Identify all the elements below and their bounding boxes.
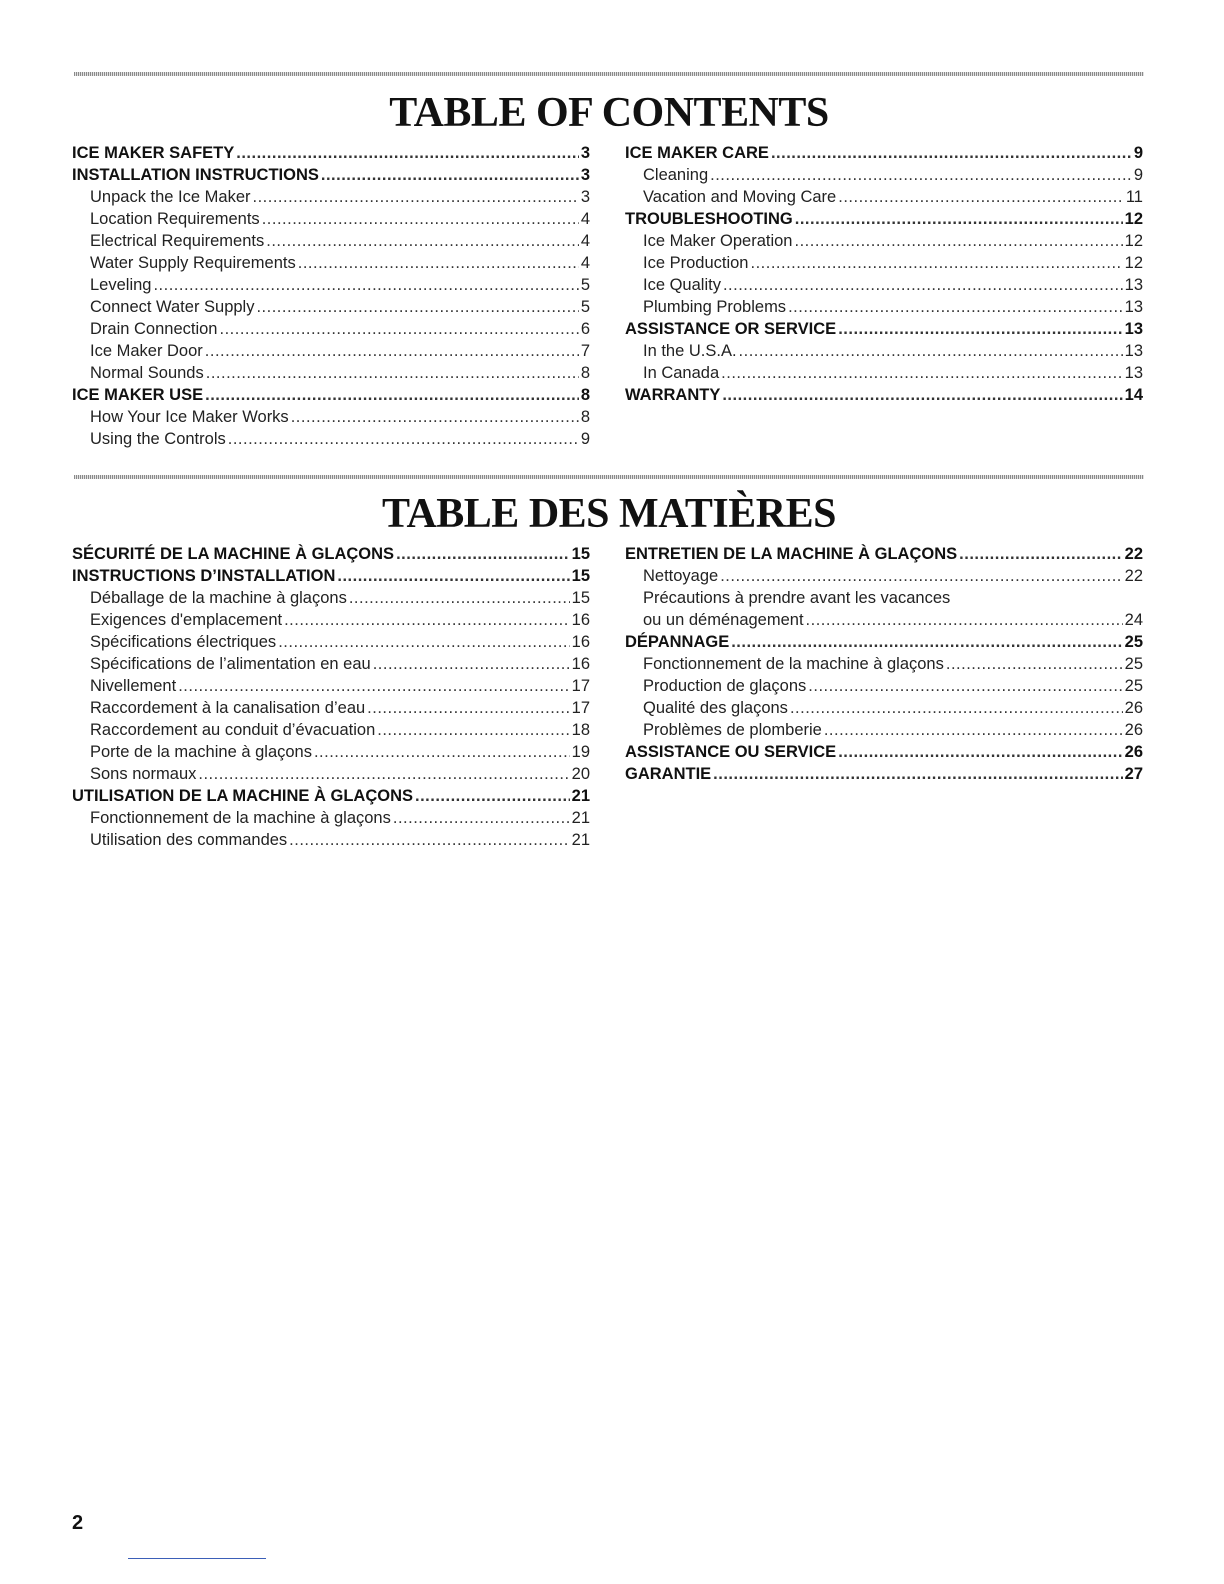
toc-entry-label: Ice Maker Operation — [643, 232, 793, 250]
toc-subsection-entry — [72, 587, 590, 609]
toc-entry-label: Ice Quality — [643, 276, 721, 294]
toc-dot-leader — [771, 142, 1132, 164]
toc-entry-label: SÉCURITÉ DE LA MACHINE À GLAÇONS — [72, 545, 395, 563]
toc-dot-leader — [205, 340, 579, 362]
toc-dot-leader — [838, 741, 1122, 763]
toc-dot-leader — [739, 340, 1123, 362]
english-title: TABLE OF CONTENTS — [389, 90, 829, 136]
toc-subsection-entry — [625, 719, 1143, 741]
toc-entry-label: Raccordement au conduit d’évacuation — [90, 721, 376, 739]
toc-entry-page: 14 — [1124, 386, 1143, 404]
toc-entry-label: Unpack the Ice Maker — [90, 188, 251, 206]
toc-dot-leader — [256, 296, 578, 318]
toc-entry-page: 15 — [571, 567, 590, 585]
french-toc-left — [72, 543, 590, 851]
toc-entry-page: 16 — [571, 655, 590, 673]
toc-dot-leader — [795, 208, 1123, 230]
toc-entry-page: 13 — [1124, 320, 1143, 338]
toc-entry-page: 25 — [1124, 677, 1143, 695]
toc-dot-leader — [236, 142, 579, 164]
toc-subsection-entry — [72, 274, 590, 296]
toc-section-entry — [625, 142, 1143, 164]
toc-entry-page: 21 — [571, 831, 590, 849]
toc-subsection-entry — [72, 631, 590, 653]
toc-entry-label: Vacation and Moving Care — [643, 188, 837, 206]
toc-dot-leader — [314, 741, 570, 763]
toc-dot-leader — [321, 164, 579, 186]
toc-entry-page: 19 — [571, 743, 590, 761]
toc-section-entry — [625, 763, 1143, 785]
toc-entry-label: Spécifications de l’alimentation en eau — [90, 655, 371, 673]
toc-section-entry — [72, 565, 590, 587]
toc-subsection-entry — [625, 653, 1143, 675]
toc-subsection-entry — [625, 274, 1143, 296]
toc-entry-label: ASSISTANCE OU SERVICE — [625, 743, 837, 761]
toc-entry-page: 9 — [1133, 166, 1143, 184]
toc-entry-label: Précautions à prendre avant les vacances — [643, 589, 951, 607]
toc-subsection-entry — [72, 741, 590, 763]
toc-entry-label: In the U.S.A. — [643, 342, 737, 360]
toc-entry-page: 22 — [1124, 545, 1143, 563]
toc-dot-leader — [721, 362, 1122, 384]
toc-entry-label: Sons normaux — [90, 765, 197, 783]
toc-entry-label: Exigences d'emplacement — [90, 611, 283, 629]
toc-dot-leader — [794, 230, 1122, 252]
toc-dot-leader — [710, 164, 1132, 186]
toc-subsection-entry — [72, 609, 590, 631]
toc-entry-page: 25 — [1124, 655, 1143, 673]
toc-entry-page: 9 — [1133, 144, 1143, 162]
toc-subsection-entry — [72, 208, 590, 230]
toc-dot-leader — [720, 565, 1122, 587]
toc-dot-leader — [808, 675, 1122, 697]
toc-entry-page: 12 — [1124, 210, 1143, 228]
toc-subsection-entry — [625, 252, 1143, 274]
toc-entry-label: DÉPANNAGE — [625, 633, 730, 651]
english-toc-right — [625, 142, 1143, 406]
toc-dot-leader — [377, 719, 569, 741]
toc-dot-leader — [838, 186, 1124, 208]
toc-entry-page: 18 — [571, 721, 590, 739]
toc-subsection-entry — [72, 252, 590, 274]
toc-dot-leader — [337, 565, 569, 587]
toc-subsection-entry — [72, 186, 590, 208]
toc-dot-leader — [838, 318, 1122, 340]
toc-entry-page: 11 — [1125, 188, 1143, 206]
toc-entry-page: 26 — [1124, 721, 1143, 739]
toc-entry-label: Qualité des glaçons — [643, 699, 788, 717]
french-title: TABLE DES MATIÈRES — [382, 491, 836, 537]
toc-entry-page: 16 — [571, 633, 590, 651]
toc-section-entry — [625, 543, 1143, 565]
toc-entry-label: ou un déménagement — [643, 611, 804, 629]
toc-dot-leader — [266, 230, 579, 252]
toc-entry-page: 5 — [580, 298, 590, 316]
toc-section-entry — [625, 631, 1143, 653]
toc-subsection-entry — [72, 406, 590, 428]
toc-entry-label: WARRANTY — [625, 386, 721, 404]
toc-subsection-entry — [72, 697, 590, 719]
toc-entry-page: 12 — [1124, 232, 1143, 250]
toc-section-entry — [625, 208, 1143, 230]
toc-entry-page: 26 — [1124, 699, 1143, 717]
toc-subsection-entry — [625, 675, 1143, 697]
toc-dot-leader — [750, 252, 1122, 274]
toc-entry-label: ICE MAKER USE — [72, 386, 204, 404]
toc-dot-leader — [206, 362, 579, 384]
toc-subsection-entry — [625, 362, 1143, 384]
toc-section-entry — [72, 142, 590, 164]
toc-subsection-entry — [72, 428, 590, 450]
toc-entry-page: 4 — [580, 210, 590, 228]
toc-entry-label: Leveling — [90, 276, 152, 294]
toc-entry-page: 4 — [580, 232, 590, 250]
toc-entry-page: 21 — [571, 787, 590, 805]
toc-subsection-entry — [625, 565, 1143, 587]
toc-entry-label: ICE MAKER CARE — [625, 144, 769, 162]
english-toc-left — [72, 142, 590, 450]
toc-subsection-entry — [72, 340, 590, 362]
toc-entry-label: Ice Maker Door — [90, 342, 203, 360]
toc-subsection-entry — [625, 587, 1143, 609]
toc-entry-page: 27 — [1124, 765, 1143, 783]
toc-dot-leader — [367, 697, 569, 719]
toc-entry-page: 21 — [571, 809, 590, 827]
toc-entry-page: 15 — [571, 545, 590, 563]
toc-section-entry — [72, 543, 590, 565]
toc-section-entry — [72, 164, 590, 186]
toc-dot-leader — [262, 208, 579, 230]
toc-entry-label: Porte de la machine à glaçons — [90, 743, 312, 761]
toc-dot-leader — [731, 631, 1122, 653]
toc-dot-leader — [722, 384, 1122, 406]
toc-entry-label: In Canada — [643, 364, 720, 382]
toc-entry-label: ASSISTANCE OR SERVICE — [625, 320, 837, 338]
toc-entry-page: 13 — [1124, 342, 1143, 360]
toc-entry-label: Déballage de la machine à glaçons — [90, 589, 347, 607]
toc-dot-leader — [198, 763, 569, 785]
toc-section-entry — [625, 741, 1143, 763]
toc-entry-label: Normal Sounds — [90, 364, 204, 382]
toc-subsection-entry — [625, 697, 1143, 719]
toc-subsection-entry — [625, 609, 1143, 631]
toc-subsection-entry — [72, 653, 590, 675]
toc-entry-label: Nettoyage — [643, 567, 719, 585]
toc-subsection-entry — [72, 675, 590, 697]
toc-entry-label: Plumbing Problems — [643, 298, 787, 316]
toc-entry-label: Location Requirements — [90, 210, 260, 228]
page-number: 2 — [72, 1512, 84, 1534]
toc-subsection-entry — [625, 230, 1143, 252]
toc-entry-label: Utilisation des commandes — [90, 831, 288, 849]
toc-entry-label: UTILISATION DE LA MACHINE À GLAÇONS — [72, 787, 413, 805]
toc-subsection-entry — [72, 362, 590, 384]
toc-entry-page: 17 — [571, 677, 590, 695]
toc-entry-page: 26 — [1124, 743, 1143, 761]
toc-entry-label: Drain Connection — [90, 320, 218, 338]
toc-dot-leader — [178, 675, 569, 697]
toc-entry-label: INSTRUCTIONS D’INSTALLATION — [72, 567, 336, 585]
toc-entry-label: GARANTIE — [625, 765, 712, 783]
toc-entry-page: 5 — [580, 276, 590, 294]
toc-entry-page: 7 — [580, 342, 590, 360]
toc-section-entry — [72, 384, 590, 406]
toc-entry-label: Production de glaçons — [643, 677, 807, 695]
toc-entry-page: 6 — [580, 320, 590, 338]
toc-entry-page: 17 — [571, 699, 590, 717]
toc-dot-leader — [946, 653, 1123, 675]
toc-entry-page: 20 — [571, 765, 590, 783]
toc-subsection-entry — [625, 164, 1143, 186]
toc-dot-leader — [824, 719, 1123, 741]
toc-entry-label: Connect Water Supply — [90, 298, 255, 316]
toc-entry-page: 15 — [571, 589, 590, 607]
toc-dot-leader — [723, 274, 1123, 296]
toc-subsection-entry — [72, 829, 590, 851]
toc-dot-leader — [228, 428, 579, 450]
toc-subsection-entry — [625, 296, 1143, 318]
toc-entry-page: 13 — [1124, 276, 1143, 294]
toc-dot-leader — [205, 384, 579, 406]
toc-subsection-entry — [72, 296, 590, 318]
toc-entry-page: 8 — [580, 408, 590, 426]
toc-entry-label: Fonctionnement de la machine à glaçons — [643, 655, 944, 673]
toc-entry-label: Problèmes de plomberie — [643, 721, 822, 739]
toc-subsection-entry — [72, 719, 590, 741]
toc-dot-leader — [959, 543, 1122, 565]
toc-dot-leader — [298, 252, 579, 274]
toc-subsection-entry — [625, 186, 1143, 208]
top-divider — [74, 72, 1144, 76]
toc-entry-page: 3 — [580, 144, 590, 162]
footer-rule — [128, 1558, 266, 1559]
toc-dot-leader — [153, 274, 578, 296]
toc-subsection-entry — [72, 807, 590, 829]
toc-subsection-entry — [625, 340, 1143, 362]
toc-section-entry — [625, 384, 1143, 406]
french-toc-right — [625, 543, 1143, 785]
toc-entry-label: How Your Ice Maker Works — [90, 408, 289, 426]
toc-entry-label: Raccordement à la canalisation d’eau — [90, 699, 366, 717]
toc-dot-leader — [415, 785, 570, 807]
toc-entry-page: 3 — [580, 188, 590, 206]
toc-section-entry — [625, 318, 1143, 340]
toc-entry-page: 4 — [580, 254, 590, 272]
toc-section-entry — [72, 785, 590, 807]
toc-entry-page: 16 — [571, 611, 590, 629]
toc-entry-label: Fonctionnement de la machine à glaçons — [90, 809, 391, 827]
toc-entry-label: Water Supply Requirements — [90, 254, 296, 272]
toc-entry-page: 8 — [580, 386, 590, 404]
toc-subsection-entry — [72, 230, 590, 252]
toc-dot-leader — [278, 631, 569, 653]
toc-dot-leader — [713, 763, 1122, 785]
toc-entry-page: 22 — [1124, 567, 1143, 585]
toc-dot-leader — [806, 609, 1123, 631]
toc-subsection-entry — [72, 763, 590, 785]
toc-entry-label: TROUBLESHOOTING — [625, 210, 793, 228]
toc-subsection-entry — [72, 318, 590, 340]
toc-entry-page: 25 — [1124, 633, 1143, 651]
toc-entry-label: Ice Production — [643, 254, 749, 272]
toc-entry-page: 24 — [1124, 611, 1143, 629]
toc-entry-page: 13 — [1124, 364, 1143, 382]
toc-dot-leader — [349, 587, 570, 609]
toc-entry-label: Electrical Requirements — [90, 232, 265, 250]
toc-entry-page: 3 — [580, 166, 590, 184]
toc-entry-page: 8 — [580, 364, 590, 382]
toc-entry-label: Spécifications électriques — [90, 633, 277, 651]
toc-dot-leader — [396, 543, 570, 565]
toc-entry-label: ICE MAKER SAFETY — [72, 144, 235, 162]
toc-dot-leader — [220, 318, 579, 340]
toc-entry-label: Nivellement — [90, 677, 177, 695]
toc-dot-leader — [788, 296, 1123, 318]
toc-entry-label: Using the Controls — [90, 430, 226, 448]
toc-dot-leader — [253, 186, 579, 208]
toc-dot-leader — [291, 406, 579, 428]
toc-entry-page: 12 — [1124, 254, 1143, 272]
middle-divider — [74, 475, 1144, 479]
toc-dot-leader — [393, 807, 570, 829]
toc-dot-leader — [790, 697, 1123, 719]
toc-entry-label: ENTRETIEN DE LA MACHINE À GLAÇONS — [625, 545, 958, 563]
toc-dot-leader — [373, 653, 570, 675]
toc-entry-label: Cleaning — [643, 166, 709, 184]
toc-entry-label: INSTALLATION INSTRUCTIONS — [72, 166, 319, 184]
toc-entry-page: 13 — [1124, 298, 1143, 316]
toc-dot-leader — [284, 609, 570, 631]
toc-dot-leader — [289, 829, 569, 851]
toc-entry-page: 9 — [580, 430, 590, 448]
